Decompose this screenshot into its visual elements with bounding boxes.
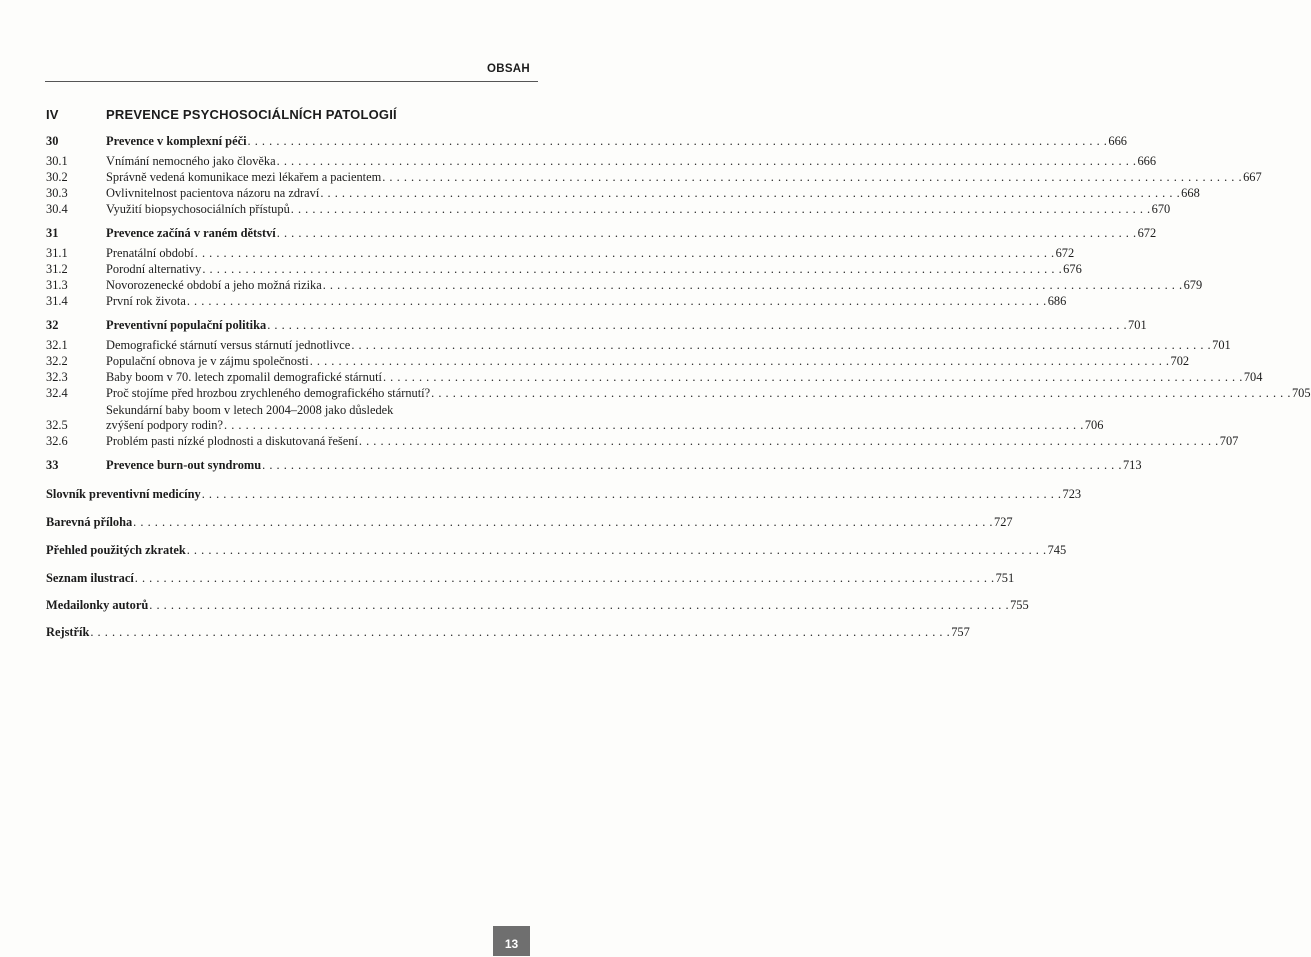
dot-leader: . . . . . . . . . . . . . . . . . . . . . . . . . . . . . . . . . . . . . . . . . . . . . . . . . . . . . . . . . . . . . . . . . . . . . . . . . . . . . . . . . . . . . . . . . . . . . . . . . . . . . . . . . . . . . . . . . . . . . . . .	[134, 571, 995, 585]
toc-entry-title: zvýšení podpory rodin?	[106, 418, 223, 432]
toc-entry-title: Seznam ilustrací	[46, 571, 134, 585]
toc-entry	[46, 434, 1239, 449]
dot-leader: . . . . . . . . . . . . . . . . . . . . . . . . . . . . . . . . . . . . . . . . . . . . . . . . . . . . . . . . . . . . . . . . . . . . . . . . . . . . . . . . . . . . . . . . . . . . . . . . . . . . . . . . . . . . . . . . . . . . . . . .	[382, 170, 1243, 184]
dot-leader: . . . . . . . . . . . . . . . . . . . . . . . . . . . . . . . . . . . . . . . . . . . . . . . . . . . . . . . . . . . . . . . . . . . . . . . . . . . . . . . . . . . . . . . . . . . . . . . . . . . . . . . . . . . . . . . . . . . . . . . .	[247, 134, 1108, 148]
toc-entry-number: 31.3	[46, 278, 68, 292]
toc-entry	[46, 543, 1067, 558]
toc-entry-title: Proč stojíme před hrozbou zrychleného demografického stárnutí?	[106, 386, 431, 400]
toc-entry-title: Rejstřík	[46, 625, 90, 639]
toc-entry	[46, 154, 1157, 169]
toc-entry-title: Problém pasti nízké plodnosti a diskutovaná řešení	[106, 434, 358, 448]
toc-entry-number: 32.5	[46, 418, 68, 432]
toc-entry	[46, 598, 1029, 613]
toc-entry-page: 679	[1183, 278, 1203, 292]
toc-entry-title: Prevence burn-out syndromu	[106, 458, 262, 472]
toc-entry	[46, 354, 1190, 369]
toc-entry	[46, 515, 1013, 530]
toc-entry	[46, 170, 1262, 185]
toc-entry	[46, 403, 1104, 433]
toc-entry	[46, 487, 1082, 502]
dot-leader: . . . . . . . . . . . . . . . . . . . . . . . . . . . . . . . . . . . . . . . . . . . . . . . . . . . . . . . . . . . . . . . . . . . . . . . . . . . . . . . . . . . . . . . . . . . . . . . . . . . . . . . . . . . . . . . . . . . . . . . .	[322, 278, 1183, 292]
toc-entry-title: Populační obnova je v zájmu společnosti	[106, 354, 309, 368]
toc-entry	[46, 202, 1171, 217]
toc-entry-title: Prevence začíná v raném dětství	[106, 226, 276, 240]
toc-entry-number: 30.3	[46, 186, 68, 200]
dot-leader: . . . . . . . . . . . . . . . . . . . . . . . . . . . . . . . . . . . . . . . . . . . . . . . . . . . . . . . . . . . . . . . . . . . . . . . . . . . . . . . . . . . . . . . . . . . . . . . . . . . . . . . . . . . . . . . . . . . . . . . .	[149, 598, 1010, 612]
toc-entry-page: 757	[951, 625, 970, 639]
dot-leader: . . . . . . . . . . . . . . . . . . . . . . . . . . . . . . . . . . . . . . . . . . . . . . . . . . . . . . . . . . . . . . . . . . . . . . . . . . . . . . . . . . . . . . . . . . . . . . . . . . . . . . . . . . . . . . . . . . . . . . . .	[309, 354, 1170, 368]
toc-entry-title: Porodní alternativy	[106, 262, 202, 276]
toc-entry-page: 667	[1243, 170, 1262, 184]
dot-leader: . . . . . . . . . . . . . . . . . . . . . . . . . . . . . . . . . . . . . . . . . . . . . . . . . . . . . . . . . . . . . . . . . . . . . . . . . . . . . . . . . . . . . . . . . . . . . . . . . . . . . . . . . . . . . . . . . . . . . . . .	[224, 418, 1084, 432]
dot-leader: . . . . . . . . . . . . . . . . . . . . . . . . . . . . . . . . . . . . . . . . . . . . . . . . . . . . . . . . . . . . . . . . . . . . . . . . . . . . . . . . . . . . . . . . . . . . . . . . . . . . . . . . . . . . . . . . . . . . . . . .	[290, 202, 1151, 216]
toc-entry-page: 686	[1047, 294, 1067, 308]
toc-entry-title: Slovník preventivní medicíny	[46, 487, 201, 501]
toc-entry	[46, 571, 1015, 586]
toc-entry-page: 666	[1108, 134, 1127, 148]
dot-leader: . . . . . . . . . . . . . . . . . . . . . . . . . . . . . . . . . . . . . . . . . . . . . . . . . . . . . . . . . . . . . . . . . . . . . . . . . . . . . . . . . . . . . . . . . . . . . . . . . . . . . . . . . . . . . . . . . . . . . . . .	[201, 487, 1062, 501]
toc-entry-number: 30.2	[46, 170, 68, 184]
toc-entry-page: 676	[1063, 262, 1082, 276]
toc-entry-title: Vnímání nemocného jako člověka	[106, 154, 276, 168]
toc-entry-title: Přehled použitých zkratek	[46, 543, 186, 557]
toc-entry-page: 755	[1010, 598, 1029, 612]
dot-leader: . . . . . . . . . . . . . . . . . . . . . . . . . . . . . . . . . . . . . . . . . . . . . . . . . . . . . . . . . . . . . . . . . . . . . . . . . . . . . . . . . . . . . . . . . . . . . . . . . . . . . . . . . . . . . . . . . . . . . . . .	[186, 294, 1047, 308]
toc-entry	[46, 278, 1203, 293]
toc-entry-number: 32.3	[46, 370, 68, 384]
dot-leader: . . . . . . . . . . . . . . . . . . . . . . . . . . . . . . . . . . . . . . . . . . . . . . . . . . . . . . . . . . . . . . . . . . . . . . . . . . . . . . . . . . . . . . . . . . . . . . . . . . . . . . . . . . . . . . . . . . . . . . . .	[276, 226, 1137, 240]
toc-entry-page: 666	[1137, 154, 1157, 168]
toc-entry-page: 670	[1151, 202, 1171, 216]
toc-entry	[46, 338, 1231, 353]
page-number: 13	[493, 926, 530, 956]
dot-leader: . . . . . . . . . . . . . . . . . . . . . . . . . . . . . . . . . . . . . . . . . . . . . . . . . . . . . . . . . . . . . . . . . . . . . . . . . . . . . . . . . . . . . . . . . . . . . . . . . . . . . . . . . . . . . . . . . . . . . . . .	[358, 434, 1219, 448]
toc-entry-page: 706	[1084, 418, 1104, 432]
toc-entry	[46, 386, 1311, 401]
toc-entry-title: Prenatální období	[106, 246, 194, 260]
toc-entry-page: 751	[995, 571, 1015, 585]
dot-leader: . . . . . . . . . . . . . . . . . . . . . . . . . . . . . . . . . . . . . . . . . . . . . . . . . . . . . . . . . . . . . . . . . . . . . . . . . . . . . . . . . . . . . . . . . . . . . . . . . . . . . . . . . . . . . . . . . . . . . . . .	[267, 318, 1128, 332]
toc-entry-title: Ovlivnitelnost pacientova názoru na zdraví	[106, 186, 320, 200]
toc-entry-page: 723	[1062, 487, 1082, 501]
toc-entry-title: Preventivní populační politika	[106, 318, 267, 332]
toc-entry	[46, 246, 1075, 261]
toc-entry-number: 32.2	[46, 354, 68, 368]
toc-entry-page: 668	[1181, 186, 1200, 200]
toc-entry-number: 32	[46, 318, 59, 332]
toc-entry	[46, 370, 1263, 385]
dot-leader: . . . . . . . . . . . . . . . . . . . . . . . . . . . . . . . . . . . . . . . . . . . . . . . . . . . . . . . . . . . . . . . . . . . . . . . . . . . . . . . . . . . . . . . . . . . . . . . . . . . . . . . . . . . . . . . . . . . . . . . .	[133, 515, 994, 529]
toc-entry-title: Využití biopsychosociálních přístupů	[106, 202, 290, 216]
toc-entry-page: 704	[1243, 370, 1263, 384]
dot-leader: . . . . . . . . . . . . . . . . . . . . . . . . . . . . . . . . . . . . . . . . . . . . . . . . . . . . . . . . . . . . . . . . . . . . . . . . . . . . . . . . . . . . . . . . . . . . . . . . . . . . . . . . . . . . . . . . . . . . . . . .	[382, 370, 1243, 384]
toc-entry-number: 31.1	[46, 246, 68, 260]
toc-entry-number: 31	[46, 226, 59, 240]
toc-entry-page: 705	[1291, 386, 1311, 400]
toc-entry-number: 31.2	[46, 262, 68, 276]
toc-entry-number: 32.4	[46, 386, 68, 400]
toc-entry-number: 30	[46, 134, 59, 148]
toc-entry-page: 702	[1170, 354, 1190, 368]
toc-entry-title: Správně vedená komunikace mezi lékařem a pacientem	[106, 170, 382, 184]
toc-entry-page: 727	[994, 515, 1013, 529]
header-rule	[45, 81, 538, 82]
toc-entry-title: Barevná příloha	[46, 515, 133, 529]
dot-leader: . . . . . . . . . . . . . . . . . . . . . . . . . . . . . . . . . . . . . . . . . . . . . . . . . . . . . . . . . . . . . . . . . . . . . . . . . . . . . . . . . . . . . . . . . . . . . . . . . . . . . . . . . . . . . . . . . . . . . . . .	[186, 543, 1047, 557]
toc-entry	[46, 625, 970, 640]
dot-leader: . . . . . . . . . . . . . . . . . . . . . . . . . . . . . . . . . . . . . . . . . . . . . . . . . . . . . . . . . . . . . . . . . . . . . . . . . . . . . . . . . . . . . . . . . . . . . . . . . . . . . . . . . . . . . . . . . . . . . . . .	[90, 625, 951, 639]
part-title: PREVENCE PSYCHOSOCIÁLNÍCH PATOLOGIÍ	[106, 107, 397, 122]
dot-leader: . . . . . . . . . . . . . . . . . . . . . . . . . . . . . . . . . . . . . . . . . . . . . . . . . . . . . . . . . . . . . . . . . . . . . . . . . . . . . . . . . . . . . . . . . . . . . . . . . . . . . . . . . . . . . . . . . . . . . . . .	[320, 186, 1181, 200]
toc-entry-title-line: Sekundární baby boom v letech 2004–2008 jako důsledek	[106, 403, 394, 417]
toc-entry	[46, 318, 1147, 333]
toc-entry-page: 701	[1212, 338, 1231, 352]
toc-entry	[46, 226, 1157, 241]
part-number: IV	[46, 107, 59, 122]
toc-entry-number: 30.1	[46, 154, 68, 168]
toc-entry	[46, 262, 1082, 277]
toc-entry	[46, 134, 1127, 149]
toc-entry-page: 701	[1128, 318, 1147, 332]
toc-entry-number: 32.1	[46, 338, 68, 352]
toc-entry-number: 32.6	[46, 434, 68, 448]
dot-leader: . . . . . . . . . . . . . . . . . . . . . . . . . . . . . . . . . . . . . . . . . . . . . . . . . . . . . . . . . . . . . . . . . . . . . . . . . . . . . . . . . . . . . . . . . . . . . . . . . . . . . . . . . . . . . . . . . . . . . . . .	[431, 386, 1291, 400]
toc-entry-page: 745	[1047, 543, 1067, 557]
toc-entry-title: První rok života	[106, 294, 186, 308]
toc-entry-number: 31.4	[46, 294, 68, 308]
toc-entry-page: 672	[1137, 226, 1157, 240]
toc-entry-page: 707	[1219, 434, 1239, 448]
toc-entry-title: Novorozenecké období a jeho možná rizika	[106, 278, 322, 292]
toc-entry-title: Prevence v komplexní péči	[106, 134, 247, 148]
running-head: OBSAH	[486, 63, 530, 75]
toc-entry-number: 30.4	[46, 202, 68, 216]
toc-entry-page: 713	[1122, 458, 1142, 472]
dot-leader: . . . . . . . . . . . . . . . . . . . . . . . . . . . . . . . . . . . . . . . . . . . . . . . . . . . . . . . . . . . . . . . . . . . . . . . . . . . . . . . . . . . . . . . . . . . . . . . . . . . . . . . . . . . . . . . . . . . . . . . .	[262, 458, 1122, 472]
toc-entry	[46, 458, 1142, 473]
toc-entry-title: Baby boom v 70. letech zpomalil demografické stárnutí	[106, 370, 382, 384]
toc-entry	[46, 294, 1067, 309]
dot-leader: . . . . . . . . . . . . . . . . . . . . . . . . . . . . . . . . . . . . . . . . . . . . . . . . . . . . . . . . . . . . . . . . . . . . . . . . . . . . . . . . . . . . . . . . . . . . . . . . . . . . . . . . . . . . . . . . . . . . . . . .	[194, 246, 1055, 260]
toc-entry-title: Demografické stárnutí versus stárnutí jednotlivce	[106, 338, 351, 352]
toc-entry-page: 672	[1055, 246, 1075, 260]
part-heading	[46, 107, 536, 125]
dot-leader: . . . . . . . . . . . . . . . . . . . . . . . . . . . . . . . . . . . . . . . . . . . . . . . . . . . . . . . . . . . . . . . . . . . . . . . . . . . . . . . . . . . . . . . . . . . . . . . . . . . . . . . . . . . . . . . . . . . . . . . .	[351, 338, 1212, 352]
toc-entry-number: 33	[46, 458, 59, 472]
toc-entry	[46, 186, 1200, 201]
toc-entry-title: Medailonky autorů	[46, 598, 149, 612]
dot-leader: . . . . . . . . . . . . . . . . . . . . . . . . . . . . . . . . . . . . . . . . . . . . . . . . . . . . . . . . . . . . . . . . . . . . . . . . . . . . . . . . . . . . . . . . . . . . . . . . . . . . . . . . . . . . . . . . . . . . . . . .	[202, 262, 1063, 276]
dot-leader: . . . . . . . . . . . . . . . . . . . . . . . . . . . . . . . . . . . . . . . . . . . . . . . . . . . . . . . . . . . . . . . . . . . . . . . . . . . . . . . . . . . . . . . . . . . . . . . . . . . . . . . . . . . . . . . . . . . . . . . .	[276, 154, 1137, 168]
